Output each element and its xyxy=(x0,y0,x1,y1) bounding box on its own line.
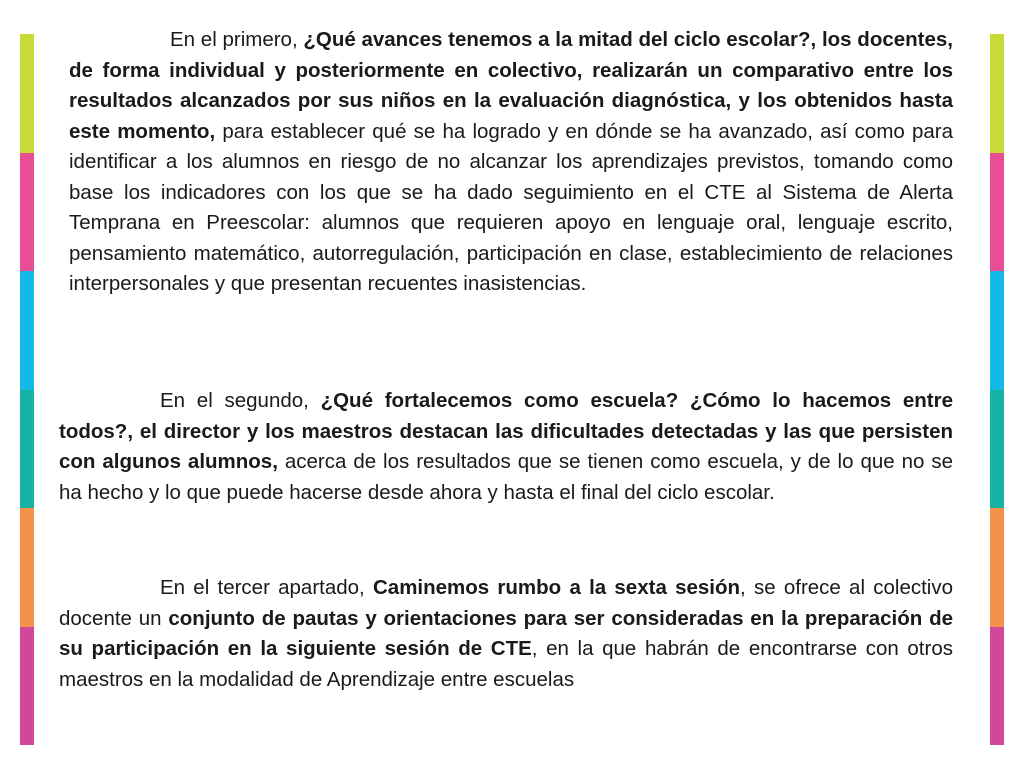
bar-segment-magenta xyxy=(990,627,1004,746)
paragraph1-body: para establecer qué se ha logrado y en dónde se ha avanzado, así como para identificar a los alumnos en riesgo de no alcanzar los aprendizajes previstos, tomando como base los indicadores con los que se ha dado seguimiento en el CTE al Sistema de Alerta Temprana en Preescolar: alumnos que requieren apoyo en lenguaje oral, lenguaje escrito, pensamiento matemático, autorregulación, participación en clase, establecimiento de relaciones interpersonales y que presentan recuentes inasistencias. xyxy=(69,119,953,295)
paragraph3-body-a: , se ofrece al colectivo docente un xyxy=(59,576,954,630)
paragraph-second-section xyxy=(59,386,953,508)
paragraph-third-section xyxy=(59,573,953,695)
paragraph2-body: acerca de los resultados que se tienen como escuela, y de lo que no se ha hecho y lo que puede hacerse desde ahora y hasta el final del ciclo escolar. xyxy=(59,450,953,504)
paragraph3-bold-guidelines: conjunto de pautas y orientaciones para ser consideradas en la preparación de su participación en la siguiente sesión de CTE xyxy=(59,606,953,660)
bar-segment-magenta xyxy=(20,627,34,746)
paragraph3-intro: En el tercer apartado, xyxy=(160,576,373,599)
paragraph2-intro: En el segundo, xyxy=(160,389,321,412)
bar-segment-teal xyxy=(990,390,1004,509)
bar-segment-teal xyxy=(20,390,34,509)
left-color-bar xyxy=(20,34,34,745)
paragraph1-bold-question: ¿Qué avances tenemos a la mitad del ciclo escolar?, los docentes, de forma individual y posteriormente en colectivo, realizarán un comparativo entre los resultados alcanzados por sus niños en la evaluación diagnóstica, y los obtenidos hasta este momento, xyxy=(69,28,953,143)
paragraph3-bold-title: Caminemos rumbo a la sexta sesión xyxy=(373,576,741,599)
bar-segment-orange xyxy=(990,508,1004,627)
bar-segment-pink xyxy=(20,153,34,272)
bar-segment-pink xyxy=(990,153,1004,272)
paragraph-first-section xyxy=(69,25,953,300)
bar-segment-sky xyxy=(20,271,34,390)
paragraph1-intro: En el primero, xyxy=(170,28,304,51)
bar-segment-lime xyxy=(20,34,34,153)
paragraph3-body-b: , en la que habrán de encontrarse con otros maestros en la modalidad de Aprendizaje entre escuelas xyxy=(59,637,953,691)
paragraph2-bold-question: ¿Qué fortalecemos como escuela? ¿Cómo lo hacemos entre todos?, el director y los maestros destacan las dificultades detectadas y las que persisten con algunos alumnos, xyxy=(59,389,953,473)
bar-segment-sky xyxy=(990,271,1004,390)
bar-segment-lime xyxy=(990,34,1004,153)
right-color-bar xyxy=(990,34,1004,745)
bar-segment-orange xyxy=(20,508,34,627)
